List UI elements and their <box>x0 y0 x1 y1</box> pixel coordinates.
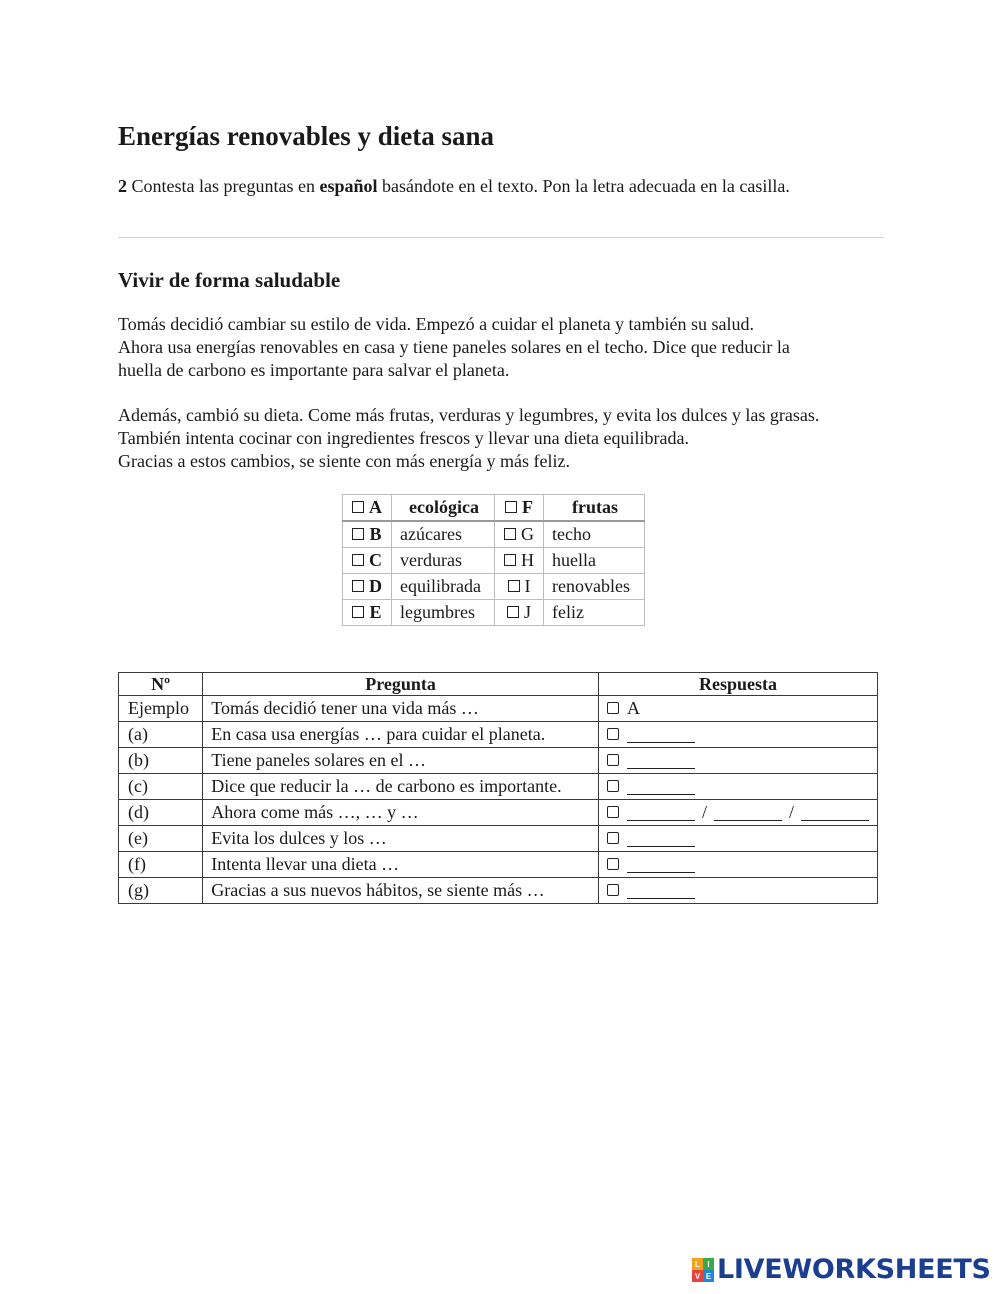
word-bank-word: huella <box>544 548 645 574</box>
question-number: (b) <box>119 748 203 774</box>
answer-separator: / <box>701 802 707 822</box>
table-row <box>119 826 878 852</box>
answer-cell <box>598 696 877 722</box>
table-header-row <box>119 673 878 696</box>
reading-paragraph-2 <box>118 404 819 473</box>
answer-cell <box>598 878 877 904</box>
paragraph-line: También intenta cocinar con ingredientes frescos y llevar una dieta equilibrada. <box>118 428 690 448</box>
question-number: (f) <box>119 852 203 878</box>
word-bank-letter-cell[interactable]: E <box>343 600 392 626</box>
paragraph-line: Ahora usa energías renovables en casa y tiene paneles solares en el techo. Dice que reducir la <box>118 337 790 357</box>
word-bank-word: renovables <box>544 574 645 600</box>
question-number: (a) <box>119 722 203 748</box>
checkbox-icon[interactable] <box>352 501 364 513</box>
logo-badge-cell: E <box>703 1270 714 1282</box>
checkbox-icon[interactable] <box>508 580 520 592</box>
word-bank-letter-cell[interactable]: H <box>495 548 544 574</box>
paragraph-line: Gracias a estos cambios, se siente con más energía y más feliz. <box>118 451 571 471</box>
page-title: Energías renovables y dieta sana <box>118 121 495 151</box>
instructions-bold-word: español <box>319 176 378 196</box>
answer-cell <box>598 748 877 774</box>
word-bank-row <box>343 521 645 548</box>
table-row <box>119 852 878 878</box>
section-title: Vivir de forma saludable <box>118 268 341 292</box>
checkbox-icon[interactable] <box>507 606 519 618</box>
logo-text: LIVEWORKSHEETS <box>717 1254 991 1285</box>
checkbox-icon[interactable] <box>352 528 364 540</box>
word-bank-letter-cell[interactable]: D <box>343 574 392 600</box>
liveworksheets-logo <box>692 1255 991 1285</box>
exercise-number: 2 <box>118 176 127 196</box>
question-text: Tomás decidió tener una vida más … <box>203 696 599 722</box>
example-answer: A <box>626 698 640 718</box>
word-bank-table <box>342 494 645 626</box>
header-number: Nº <box>119 673 203 696</box>
answer-blank[interactable] <box>627 882 695 899</box>
instructions-text-2: basándote en el texto. Pon la letra adecuada en la casilla. <box>377 176 790 196</box>
answer-cell <box>598 852 877 878</box>
answer-cell <box>598 800 877 826</box>
table-row <box>119 878 878 904</box>
question-text: En casa usa energías … para cuidar el planeta. <box>203 722 599 748</box>
word-bank-word: frutas <box>544 495 645 522</box>
word-bank-letter-cell[interactable]: C <box>343 548 392 574</box>
word-bank-word: legumbres <box>392 600 495 626</box>
question-number: (g) <box>119 878 203 904</box>
answer-checkbox-icon[interactable] <box>607 754 619 766</box>
logo-badge-icon <box>692 1258 714 1282</box>
answer-blank[interactable] <box>627 778 695 795</box>
header-answer: Respuesta <box>598 673 877 696</box>
logo-badge-cell: I <box>703 1258 714 1270</box>
checkbox-icon[interactable] <box>504 528 516 540</box>
question-text: Tiene paneles solares en el … <box>203 748 599 774</box>
word-bank-letter-cell[interactable]: A <box>343 495 392 522</box>
question-text: Gracias a sus nuevos hábitos, se siente más … <box>203 878 599 904</box>
answer-checkbox-icon[interactable] <box>607 780 619 792</box>
word-bank-letter-cell[interactable]: G <box>495 521 544 548</box>
answer-checkbox-icon[interactable] <box>607 832 619 844</box>
checkbox-icon[interactable] <box>352 554 364 566</box>
word-bank-word: verduras <box>392 548 495 574</box>
answer-blank[interactable] <box>627 856 695 873</box>
word-bank-word: ecológica <box>392 495 495 522</box>
word-bank-row <box>343 495 645 522</box>
question-text: Ahora come más …, … y … <box>203 800 599 826</box>
question-table <box>118 672 878 904</box>
answer-cell <box>598 774 877 800</box>
question-text: Evita los dulces y los … <box>203 826 599 852</box>
answer-checkbox-icon[interactable] <box>607 858 619 870</box>
answer-cell <box>598 722 877 748</box>
word-bank-word: azúcares <box>392 521 495 548</box>
question-text: Dice que reducir la … de carbono es importante. <box>203 774 599 800</box>
reading-paragraph-1 <box>118 313 790 382</box>
question-number: (d) <box>119 800 203 826</box>
answer-checkbox-icon[interactable] <box>607 702 619 714</box>
answer-checkbox-icon[interactable] <box>607 806 619 818</box>
checkbox-icon[interactable] <box>505 501 517 513</box>
answer-blank[interactable] <box>627 830 695 847</box>
question-text: Intenta llevar una dieta … <box>203 852 599 878</box>
answer-blank[interactable] <box>627 752 695 769</box>
word-bank-letter-cell[interactable]: J <box>495 600 544 626</box>
word-bank-letter-cell[interactable]: F <box>495 495 544 522</box>
answer-blank[interactable] <box>714 804 782 821</box>
checkbox-icon[interactable] <box>352 580 364 592</box>
word-bank-word: feliz <box>544 600 645 626</box>
checkbox-icon[interactable] <box>352 606 364 618</box>
word-bank-word: equilibrada <box>392 574 495 600</box>
table-row <box>119 774 878 800</box>
word-bank-letter-cell[interactable]: B <box>343 521 392 548</box>
paragraph-line: huella de carbono es importante para salvar el planeta. <box>118 360 510 380</box>
answer-checkbox-icon[interactable] <box>607 884 619 896</box>
table-row <box>119 800 878 826</box>
table-row <box>119 748 878 774</box>
logo-badge-cell: V <box>692 1270 703 1282</box>
answer-separator: / <box>788 802 794 822</box>
answer-checkbox-icon[interactable] <box>607 728 619 740</box>
answer-blank[interactable] <box>801 804 869 821</box>
question-number: (c) <box>119 774 203 800</box>
word-bank-row <box>343 574 645 600</box>
word-bank-word: techo <box>544 521 645 548</box>
checkbox-icon[interactable] <box>504 554 516 566</box>
divider <box>118 237 884 238</box>
instructions-text-1: Contesta las preguntas en <box>127 176 320 196</box>
word-bank-letter-cell[interactable]: I <box>495 574 544 600</box>
instructions <box>118 174 790 198</box>
paragraph-line: Además, cambió su dieta. Come más frutas, verduras y legumbres, y evita los dulces y las grasas. <box>118 405 820 425</box>
word-bank-row <box>343 600 645 626</box>
logo-badge-cell: L <box>692 1258 703 1270</box>
question-number: Ejemplo <box>119 696 203 722</box>
table-row <box>119 696 878 722</box>
answer-cell <box>598 826 877 852</box>
word-bank-row <box>343 548 645 574</box>
paragraph-line: Tomás decidió cambiar su estilo de vida. Empezó a cuidar el planeta y también su salud. <box>118 314 755 334</box>
answer-blank[interactable] <box>627 726 695 743</box>
answer-blank[interactable] <box>627 804 695 821</box>
table-row <box>119 722 878 748</box>
header-question: Pregunta <box>203 673 599 696</box>
question-number: (e) <box>119 826 203 852</box>
